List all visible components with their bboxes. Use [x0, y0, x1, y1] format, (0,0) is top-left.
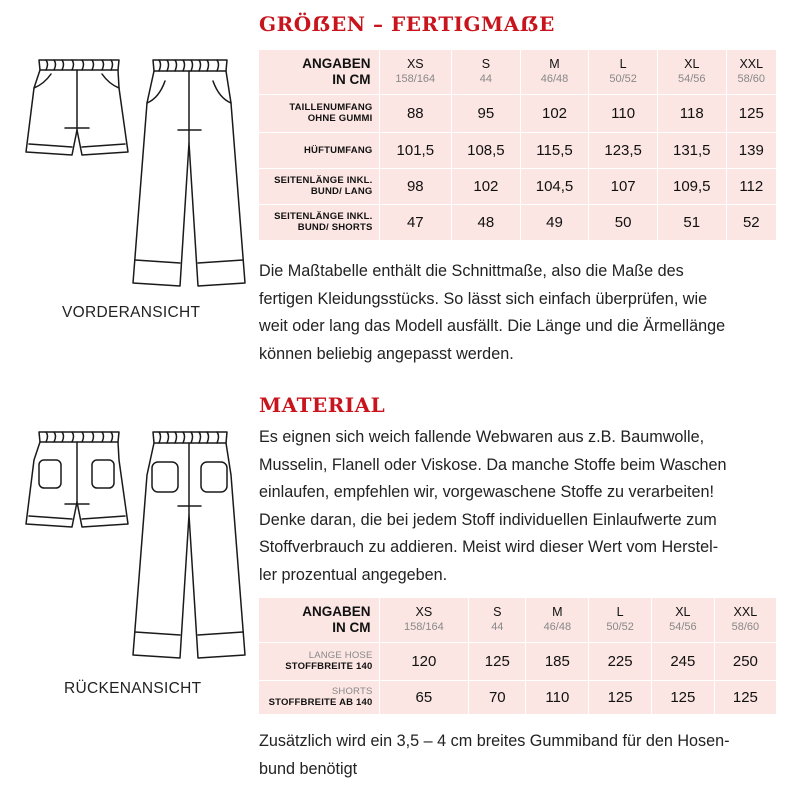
table-cell: 50 — [589, 204, 658, 240]
table-cell: 65 — [379, 680, 469, 714]
table-cell: 112 — [726, 168, 776, 204]
material-heading: MATERIAL — [259, 393, 386, 417]
table-cell: 47 — [379, 204, 452, 240]
table-cell: 109,5 — [657, 168, 726, 204]
size-column-xl: XL 54/56 — [651, 598, 714, 642]
table-cell: 120 — [379, 642, 469, 680]
text-line: einlaufen, empfehlen wir, vorgewaschene Stoffe zu verarbeiten! — [259, 483, 715, 502]
table-cell: 115,5 — [520, 132, 589, 168]
table-cell: 125 — [469, 642, 526, 680]
shorts-back-illustration — [20, 420, 135, 535]
back-view-label: RÜCKENANSICHT — [64, 680, 202, 697]
table-cell: 125 — [589, 680, 652, 714]
text-line: Musselin, Flanell oder Viskose. Da manche Stoffe beim Waschen — [259, 455, 727, 474]
fabric-consumption-table — [259, 598, 776, 714]
table-cell: 51 — [657, 204, 726, 240]
size-column-l: L 50/52 — [589, 598, 652, 642]
text-line: Es eignen sich weich fallende Webwaren aus z.B. Baumwolle, — [259, 428, 705, 446]
size-column-m: M 46/48 — [526, 598, 589, 642]
footer-note — [259, 728, 730, 783]
table-cell: 123,5 — [589, 132, 658, 168]
table-cell: 250 — [714, 642, 776, 680]
table-cell: 110 — [526, 680, 589, 714]
trousers-front-illustration — [125, 48, 250, 293]
size-column-s: S 44 — [452, 50, 521, 94]
table-cell: 102 — [520, 94, 589, 132]
text-line: bund benötigt — [259, 759, 358, 778]
measurements-description — [259, 258, 725, 368]
text-line: Zusätzlich wird ein 3,5 – 4 cm breites Gummiband für den Hosen- — [259, 732, 730, 750]
text-line: ler prozentual angegeben. — [259, 565, 448, 584]
size-column-l: L 50/52 — [589, 50, 658, 94]
row-label: LANGE HOSE STOFFBREITE 140 — [259, 642, 379, 680]
table-header-row — [259, 50, 776, 94]
table-cell: 125 — [732, 688, 758, 706]
text-line: Denke daran, die bei jedem Stoff individuellen Einlaufwerte zum — [259, 510, 717, 529]
row-label: SEITENLÄNGE INKL. BUND/ LANG — [259, 168, 379, 204]
table-cell: 108,5 — [452, 132, 521, 168]
front-view-label: VORDERANSICHT — [62, 304, 201, 321]
table-header-cell: ANGABEN IN CM — [259, 50, 379, 94]
table-cell: 102 — [452, 168, 521, 204]
table-header-row — [259, 598, 776, 642]
text-line: fertigen Kleidungsstücks. So lässt sich einfach überprüfen, wie — [259, 289, 708, 308]
text-line: können beliebig angepasst werden. — [259, 344, 514, 363]
table-row — [259, 132, 776, 168]
row-label: SEITENLÄNGE INKL. BUND/ SHORTS — [259, 204, 379, 240]
size-column-xl: XL 54/56 — [657, 50, 726, 94]
row-label: SHORTS STOFFBREITE AB 140 — [259, 680, 379, 714]
table-row — [259, 94, 776, 132]
material-description — [259, 424, 727, 590]
text-line: Stoffverbrauch zu addieren. Meist wird dieser Wert vom Herstel- — [259, 538, 719, 557]
trousers-back-illustration — [125, 420, 250, 665]
sizes-heading: GRÖẞEN – FERTIGMAẞE — [259, 12, 555, 36]
table-cell: 49 — [520, 204, 589, 240]
table-cell: 98 — [379, 168, 452, 204]
table-row — [259, 680, 776, 714]
size-column-m: M 46/48 — [520, 50, 589, 94]
table-row — [259, 204, 776, 240]
table-cell: 88 — [379, 94, 452, 132]
table-row — [259, 168, 776, 204]
table-cell: 110 — [589, 94, 658, 132]
shorts-front-illustration — [20, 48, 135, 163]
size-column-xxl: XXL 58/60 — [714, 598, 776, 642]
table-cell: 185 — [526, 642, 589, 680]
table-row — [259, 642, 776, 680]
table-cell: 131,5 — [657, 132, 726, 168]
table-cell: 125 — [651, 680, 714, 714]
table-cell: 125 — [726, 94, 776, 132]
table-cell: 101,5 — [379, 132, 452, 168]
table-cell: 225 — [589, 642, 652, 680]
table-cell: 52 — [742, 213, 760, 231]
table-cell: 48 — [452, 204, 521, 240]
row-label: TAILLENUMFANG OHNE GUMMI — [259, 94, 379, 132]
table-cell: 104,5 — [520, 168, 589, 204]
size-column-xs: XS 158/164 — [379, 50, 452, 94]
text-line: weit oder lang das Modell ausfällt. Die Länge und die Ärmellänge — [259, 317, 726, 336]
size-column-s: S 44 — [469, 598, 526, 642]
table-cell: 107 — [589, 168, 658, 204]
table-cell: 245 — [651, 642, 714, 680]
size-column-xs: XS 158/164 — [379, 598, 469, 642]
size-column-xxl: XXL 58/60 — [726, 50, 776, 94]
measurements-table — [259, 50, 776, 240]
text-line: Die Maßtabelle enthält die Schnittmaße, also die Maße des — [259, 262, 684, 280]
table-cell: 118 — [657, 94, 726, 132]
table-header-cell: ANGABEN IN CM — [259, 598, 379, 642]
table-cell: 139 — [726, 132, 776, 168]
table-cell: 95 — [452, 94, 521, 132]
row-label: HÜFTUMFANG — [259, 132, 379, 168]
table-cell: 70 — [469, 680, 526, 714]
